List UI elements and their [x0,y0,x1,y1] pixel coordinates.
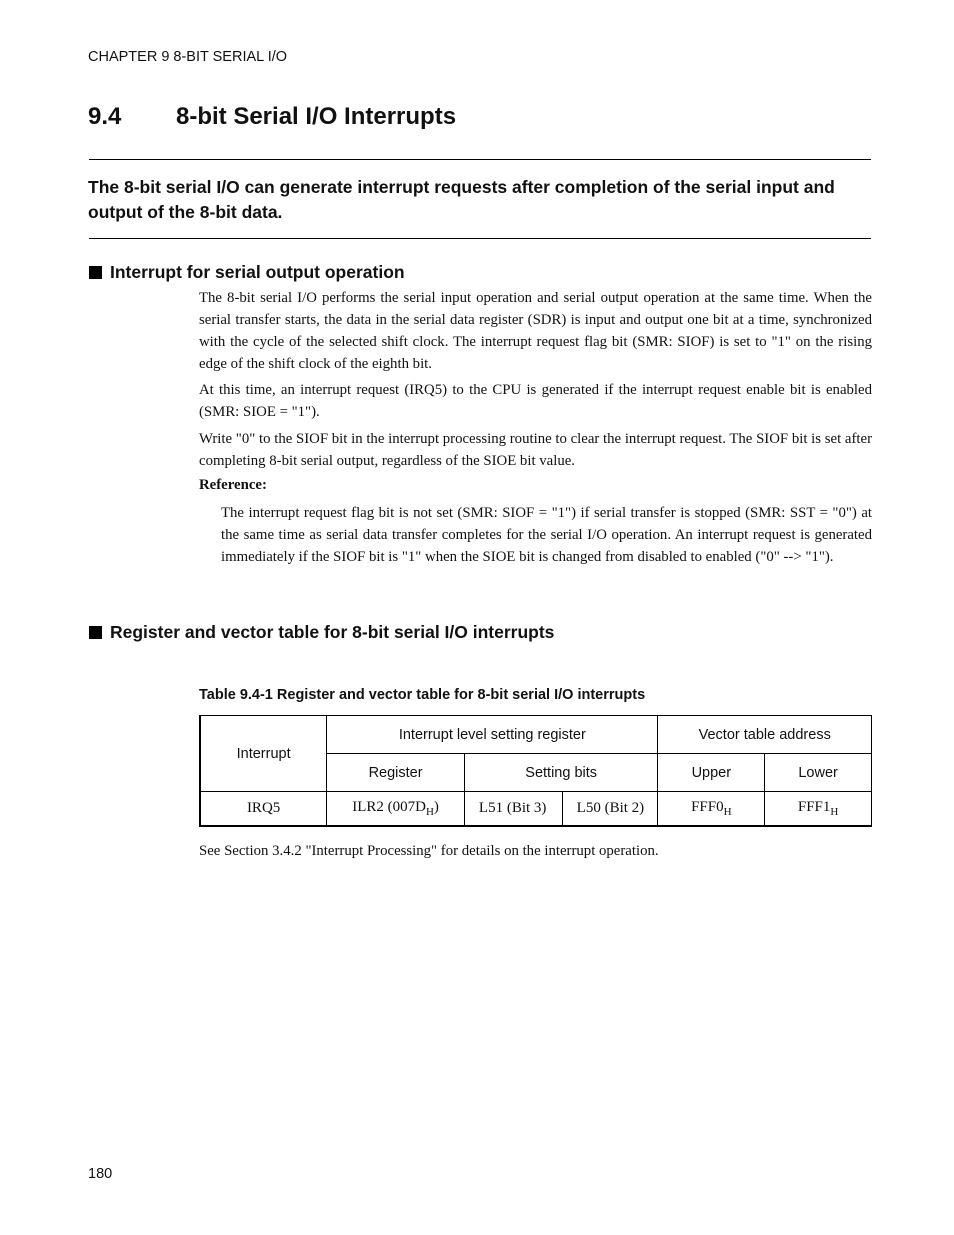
header-vector-group: Vector table address [658,716,872,754]
section-title: 8-bit Serial I/O Interrupts [176,103,457,130]
subsection-title: Interrupt for serial output operation [110,262,405,282]
register-close: ) [433,799,439,815]
paragraph: Write "0" to the SIOF bit in the interrupt processing routine to clear the interrupt request. The SIOF bit is set after completing 8-bit serial output, regardless of the SIOE bit value. [199,431,872,469]
cell-interrupt: IRQ5 [200,792,327,827]
cell-upper [658,792,765,827]
table-row [200,792,872,827]
header-interrupt: Interrupt [200,716,327,792]
section-heading [88,103,456,131]
subsection-heading-output [89,262,405,283]
lower-text: FFF1 [797,799,831,815]
reference-label: Reference: [199,477,267,493]
section-number: 9.4 [88,103,122,130]
header-register: Register [327,754,465,792]
subsection-heading-table [89,622,554,643]
table-caption: Table 9.4-1 Register and vector table for 8-bit serial I/O interrupts [199,687,646,703]
table-header-row [200,716,872,754]
reference-text: The interrupt request flag bit is not set (SMR: SIOF = "1") if serial transfer is stopped (SMR: SST = "0") at the same time as serial data transfer completes for the serial I/O operation. An interrupt request is generated immediately if the SIOF bit is "1" when the SIOE bit is changed from disabled to enabled ("0" --> "1"). [221,505,872,565]
cell-lower [765,792,872,827]
register-text: ILR2 (007D [352,799,426,815]
subsection-title: Register and vector table for 8-bit serial I/O interrupts [110,622,555,642]
top-divider [89,159,871,160]
cell-bit-a: L51 (Bit 3) [464,792,562,827]
vector-table [199,715,872,827]
page-number: 180 [88,1166,113,1182]
hex-suffix: H [830,806,839,818]
paragraph: At this time, an interrupt request (IRQ5) to the CPU is generated if the interrupt request enable bit is enabled (SMR: SIOE = "1"). [199,382,872,420]
hex-suffix: H [723,806,732,818]
upper-text: FFF0 [691,799,724,815]
header-setting-bits: Setting bits [464,754,658,792]
paragraph: The 8-bit serial I/O performs the serial input operation and serial output operation at the same time. When the serial transfer starts, the data in the serial data register (SDR) is input and output one bit at a time, synchronized with the cycle of the selected shift clock. The interrupt request flag bit (SMR: SIOF) is set to "1" on the rising edge of the shift clock of the eighth bit. [199,290,872,372]
square-bullet-icon [89,626,102,639]
see-note: See Section 3.4.2 "Interrupt Processing" for details on the interrupt operation. [199,843,659,859]
bottom-divider [89,238,871,239]
section-summary: The 8-bit serial I/O can generate interrupt requests after completion of the serial input and output of the 8-bit data. [88,177,835,222]
header-ilr-group: Interrupt level setting register [327,716,658,754]
hex-suffix: H [425,806,434,818]
cell-register [327,792,465,827]
square-bullet-icon [89,266,102,279]
header-upper: Upper [658,754,765,792]
running-head: CHAPTER 9 8-BIT SERIAL I/O [88,49,288,65]
header-lower: Lower [765,754,872,792]
cell-bit-b: L50 (Bit 2) [562,792,658,827]
